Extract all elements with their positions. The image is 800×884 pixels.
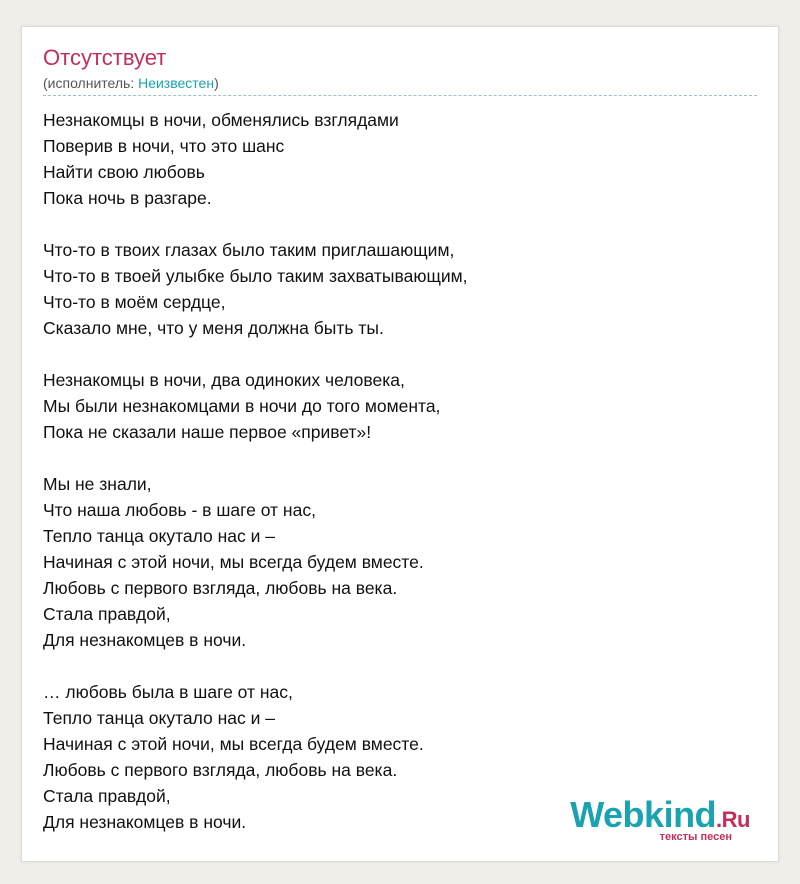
lyrics-line: Для незнакомцев в ночи. (43, 812, 247, 832)
lyrics-text (43, 107, 468, 835)
lyrics-card (21, 26, 779, 862)
lyrics-line: Пока не сказали наше первое «привет»! (43, 422, 372, 442)
logo-tagline: тексты песен (659, 831, 732, 843)
performer-info (43, 74, 219, 92)
lyrics-line: Что-то в твоей улыбке было таким захватывающим, (43, 266, 468, 286)
lyrics-line: Незнакомцы в ночи, обменялись взглядами (43, 110, 399, 130)
lyrics-line: Любовь с первого взгляда, любовь на века. (43, 578, 398, 598)
header-divider (43, 95, 757, 96)
lyrics-stanza (43, 471, 468, 653)
lyrics-line: Сказало мне, что у меня должна быть ты. (43, 318, 384, 338)
lyrics-line: Тепло танца окутало нас и – (43, 708, 276, 728)
site-logo[interactable] (570, 794, 750, 843)
lyrics-line: Начиная с этой ночи, мы всегда будем вместе. (43, 552, 424, 572)
lyrics-line: Пока ночь в разгаре. (43, 188, 212, 208)
lyrics-line: Мы были незнакомцами в ночи до того момента, (43, 396, 441, 416)
lyrics-stanza (43, 679, 468, 835)
performer-suffix: ) (214, 75, 219, 91)
lyrics-stanza (43, 367, 468, 445)
lyrics-line: Стала правдой, (43, 786, 171, 806)
lyrics-line: Мы не знали, (43, 474, 152, 494)
logo-wordmark (570, 794, 750, 835)
lyrics-line: Найти свою любовь (43, 162, 205, 182)
lyrics-line: Незнакомцы в ночи, два одиноких человека, (43, 370, 405, 390)
performer-prefix: (исполнитель: (43, 75, 139, 91)
logo-tld: .Ru (716, 807, 750, 832)
lyrics-line: Тепло танца окутало нас и – (43, 526, 276, 546)
lyrics-line: Что-то в моём сердце, (43, 292, 226, 312)
lyrics-stanza (43, 237, 468, 341)
lyrics-line: Начиная с этой ночи, мы всегда будем вместе. (43, 734, 424, 754)
lyrics-line: Что наша любовь - в шаге от нас, (43, 500, 316, 520)
performer-link[interactable]: Неизвестен (138, 75, 215, 91)
lyrics-line: … любовь была в шаге от нас, (43, 682, 293, 702)
lyrics-stanza (43, 107, 468, 211)
lyrics-line: Что-то в твоих глазах было таким приглашающим, (43, 240, 455, 260)
lyrics-line: Стала правдой, (43, 604, 171, 624)
lyrics-line: Для незнакомцев в ночи. (43, 630, 247, 650)
logo-name: Webkind (570, 794, 717, 835)
song-title: Отсутствует (43, 45, 167, 70)
lyrics-line: Любовь с первого взгляда, любовь на века. (43, 760, 398, 780)
lyrics-line: Поверив в ночи, что это шанс (43, 136, 285, 156)
